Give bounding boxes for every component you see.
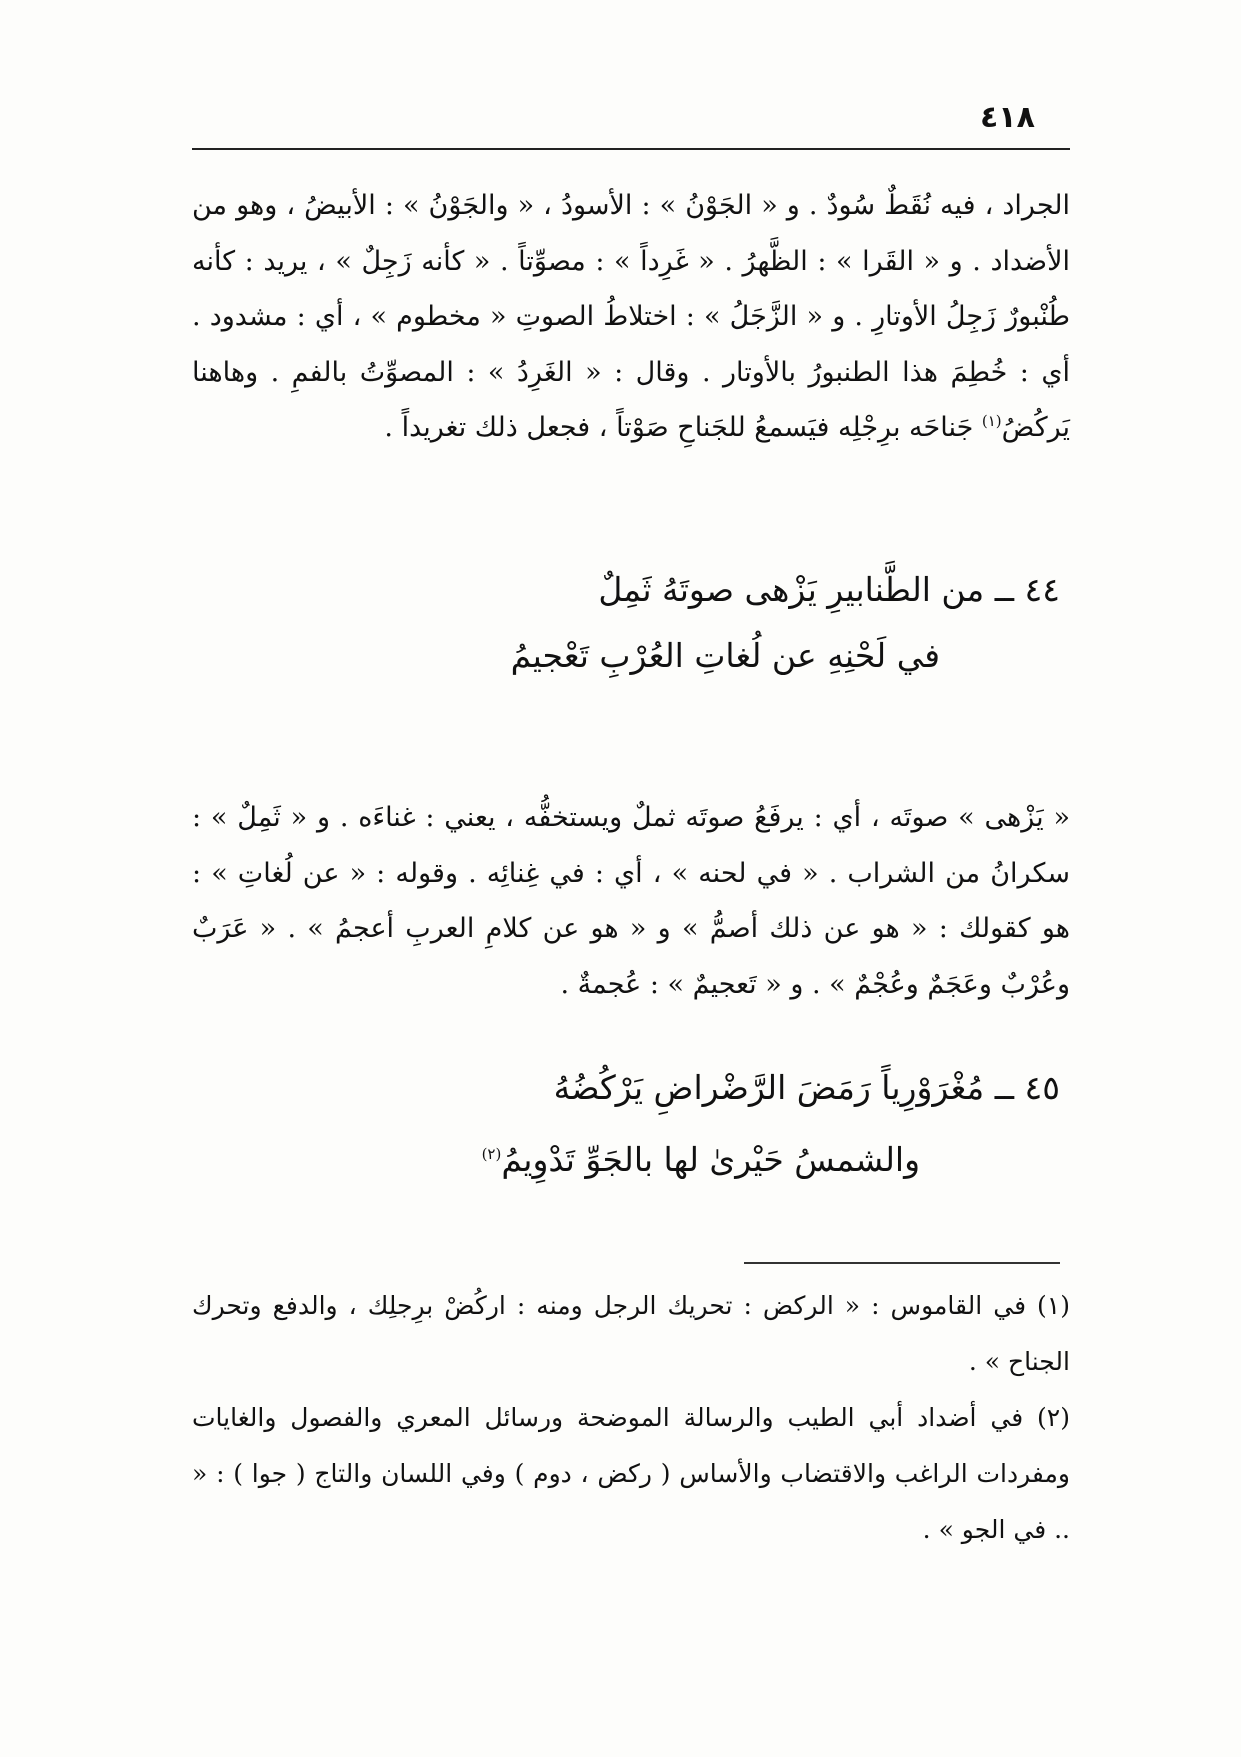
body-text-start: الجراد ، فيه نُقَطٌ سُودٌ . و « الجَوْنُ » : الأسودُ ، « والجَوْنُ » : الأبيضُ ، وهو من الأضداد . و « القَرا » : الظَّهرُ . « غَرِداً » : مصوِّتاً . « كأنه زَجِلٌ » ، يريد : كأنه طُنْبورٌ زَجِلُ الأوتارِ . و « الزَّجَلُ » : اختلاطُ الصوتِ « مخطوم » ، أي : مشدود . أي : خُطِمَ هذا الطنبورُ بالأوتار . وقال : « الغَرِدُ » : المصوِّتُ بالفمِ . وهاهنا يَركُضُ <box>192 190 1070 443</box>
verse-45 <box>192 1068 1060 1198</box>
verse-44-line-1: ٤٤ ــ من الطَّنابيرِ يَزْهى صوتَهُ ثَمِلٌ <box>598 570 1060 609</box>
footnotes <box>192 1278 1070 1558</box>
footnote-mark-2: (٢) <box>481 1145 502 1163</box>
commentary-44-text: « يَزْهى » صوتَه ، أي : يرفَعُ صوتَه ثملٌ ويستخفُّه ، يعني : غناءَه . و « ثَمِلٌ » : سكرانُ من الشراب . « في لحنه » ، أي : في غِنائِه . وقوله : « عن لُغاتِ » : هو كقولك : « هو عن ذلك أصمُّ » و « هو عن كلامِ العربِ أعجمُ » . « عَرَبٌ وعُرْبٌ وعَجَمٌ وعُجْمٌ » . و « تَعجيمٌ » : عُجمةٌ . <box>192 802 1070 1000</box>
footnote-2: (٢) في أضداد أبي الطيب والرسالة الموضحة ورسائل المعري والفصول والغايات ومفردات الراغب والاقتضاب والأساس ( ركض ، دوم ) وفي اللسان والتاج ( جوا ) : « .. في الجو » . <box>192 1403 1070 1544</box>
header-rule <box>192 148 1070 150</box>
verse-45-line-1: ٤٥ ــ مُغْرَوْرِياً رَمَضَ الرَّضْراضِ يَرْكُضُهُ <box>553 1068 1060 1107</box>
verse-45-line-2 <box>482 1140 920 1179</box>
verse-45-line-2-text: والشمسُ حَيْرىٰ لها بالجَوِّ تَدْوِيمُ <box>501 1140 920 1179</box>
body-paragraph <box>192 178 1070 456</box>
page-number: ٤١٨ <box>980 100 1035 135</box>
footnote-1: (١) في القاموس : « الركض : تحريك الرجل ومنه : اركُضْ برِجلِك ، والدفع وتحرك الجناح » . <box>192 1291 1070 1376</box>
body-text-end: جَناحَه برِجْلِه فيَسمعُ للجَناحِ صَوْتاً ، فجعل ذلك تغريداً . <box>384 412 974 443</box>
verse-44-line-2: في لَحْنِهِ عن لُغاتِ العُرْبِ تَعْجيمُ <box>510 636 940 675</box>
footnote-rule <box>744 1262 1060 1264</box>
verse-44 <box>192 570 1060 680</box>
commentary-44 <box>192 790 1070 1012</box>
footnote-mark-1: (١) <box>981 412 1002 430</box>
